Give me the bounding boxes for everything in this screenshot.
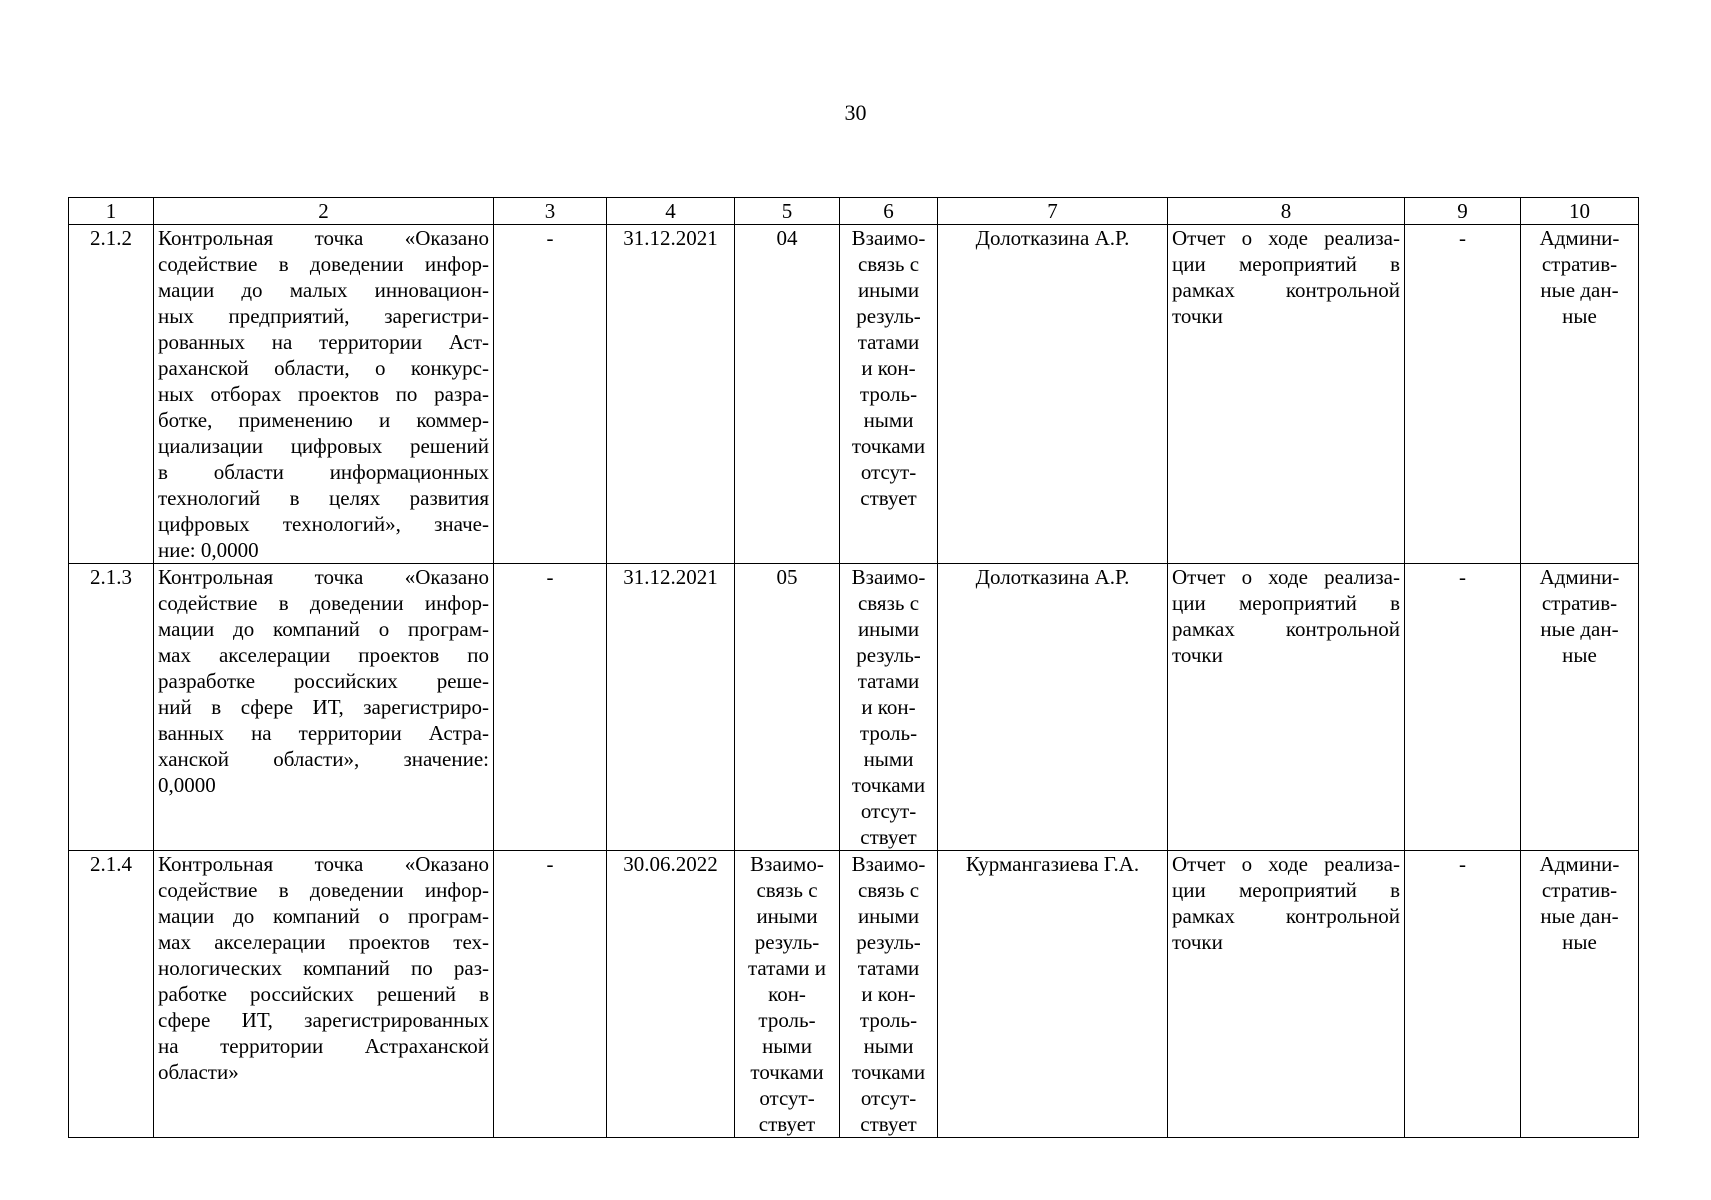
row-description: Контрольная точка «Оказано содействие в доведении инфор- мации до компаний о програм- мах акселерации проектов по разработке российских реше- ний в сфере ИТ, зарегистриро- ванных на территории Астра- ханской области», значение: 0,0000 [154, 564, 494, 851]
row-number: 2.1.4 [69, 851, 154, 1138]
row-col9: - [1405, 564, 1521, 851]
row-col3: - [494, 851, 607, 1138]
row-col3: - [494, 564, 607, 851]
row-col9: - [1405, 851, 1521, 1138]
column-header: 4 [607, 198, 735, 225]
control-points-table [68, 197, 1639, 1138]
row-source: Админи- стратив- ные дан- ные [1521, 225, 1639, 564]
row-col5: 04 [735, 225, 840, 564]
row-number: 2.1.2 [69, 225, 154, 564]
row-date: 31.12.2021 [607, 564, 735, 851]
row-col6: Взаимо- связь с иными резуль- татами и кон- троль- ными точками отсут- ствует [840, 225, 938, 564]
row-source: Админи- стратив- ные дан- ные [1521, 851, 1639, 1138]
column-header: 8 [1168, 198, 1405, 225]
row-report: Отчет о ходе реализа- ции мероприятий в рамках контрольной точки [1168, 225, 1405, 564]
row-description: Контрольная точка «Оказано содействие в доведении инфор- мации до малых инновацион- ных предприятий, зарегистри- рованных на территории Аст- раханской области, о конкурс- ных отборах проектов по разра- ботке, применению и коммер- циализации цифровых решений в области информационных технологий в целях развития цифровых технологий», значе- ние: 0,0000 [154, 225, 494, 564]
row-responsible: Курмангазиева Г.А. [938, 851, 1168, 1138]
row-report: Отчет о ходе реализа- ции мероприятий в рамках контрольной точки [1168, 851, 1405, 1138]
row-col6: Взаимо- связь с иными резуль- татами и кон- троль- ными точками отсут- ствует [840, 851, 938, 1138]
row-col5: 05 [735, 564, 840, 851]
row-col6: Взаимо- связь с иными резуль- татами и кон- троль- ными точками отсут- ствует [840, 564, 938, 851]
column-header: 7 [938, 198, 1168, 225]
table-row [69, 851, 1639, 1138]
column-header: 3 [494, 198, 607, 225]
column-header: 6 [840, 198, 938, 225]
row-col9: - [1405, 225, 1521, 564]
column-header: 9 [1405, 198, 1521, 225]
row-source: Админи- стратив- ные дан- ные [1521, 564, 1639, 851]
row-date: 30.06.2022 [607, 851, 735, 1138]
table-row [69, 225, 1639, 564]
column-header: 5 [735, 198, 840, 225]
row-report: Отчет о ходе реализа- ции мероприятий в рамках контрольной точки [1168, 564, 1405, 851]
row-responsible: Долотказина А.Р. [938, 225, 1168, 564]
row-date: 31.12.2021 [607, 225, 735, 564]
row-col5: Взаимо- связь с иными резуль- татами и кон- троль- ными точками отсут- ствует [735, 851, 840, 1138]
column-header: 1 [69, 198, 154, 225]
row-responsible: Долотказина А.Р. [938, 564, 1168, 851]
table-row [69, 564, 1639, 851]
row-number: 2.1.3 [69, 564, 154, 851]
row-col3: - [494, 225, 607, 564]
row-description: Контрольная точка «Оказано содействие в доведении инфор- мации до компаний о програм- мах акселерации проектов тех- нологических компаний по раз- работке российских решений в сфере ИТ, зарегистрированных на территории Астраханской области» [154, 851, 494, 1138]
table-header-row [69, 198, 1639, 225]
page-number: 30 [844, 100, 867, 125]
column-header: 10 [1521, 198, 1639, 225]
column-header: 2 [154, 198, 494, 225]
